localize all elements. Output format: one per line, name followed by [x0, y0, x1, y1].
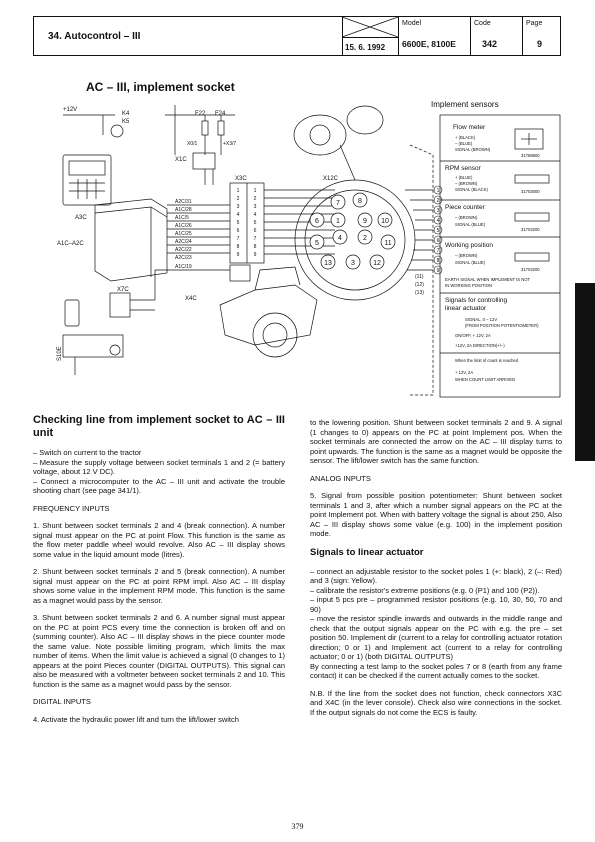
section-heading: Checking line from implement socket to AC – III unit [33, 414, 285, 439]
svg-text:4: 4 [236, 212, 240, 218]
flow-meter-l2: – (BLUE) [455, 141, 473, 146]
svg-text:6: 6 [436, 238, 440, 244]
working-note1: EARTH SIGNAL WHEN IMPLEMENT IS NOT [445, 277, 531, 282]
svg-text:3: 3 [351, 260, 355, 267]
nb-note: N.B. If the line from the socket does not function, check connectors X3C and X4C (in the lever console). Check also wire connections in the socket. If the output signals do not come the ECS is faulty. [310, 688, 562, 717]
svg-text:1: 1 [436, 188, 440, 194]
svg-text:10: 10 [381, 218, 389, 225]
svg-text:8: 8 [358, 198, 362, 205]
actuator-l5: When the limit of count is reached [455, 358, 519, 363]
actuator-l6: + 12V, 2A [455, 370, 474, 375]
label-x4c: X4C [185, 296, 197, 302]
model-label: Model [402, 20, 422, 27]
digital-inputs-heading: DIGITAL INPUTS [33, 697, 91, 706]
paragraph-4: 4. Activate the hydraulic power lift and turn the lift/lower switch [33, 714, 239, 724]
wire-label-1: A2C/31 [175, 199, 192, 205]
label-a1c: A1C–A2C [57, 241, 84, 247]
rpm-sensor-title: RPM sensor [445, 165, 481, 172]
svg-text:7: 7 [436, 248, 440, 254]
left-column [33, 414, 285, 732]
svg-text:5: 5 [315, 240, 319, 247]
step-item-1: – Switch on current to the tractor [33, 448, 142, 457]
svg-text:4: 4 [338, 235, 342, 242]
svg-text:9: 9 [253, 252, 257, 258]
svg-text:4: 4 [253, 212, 257, 218]
label-x1c: X1C [175, 157, 187, 163]
section-tab-marker [575, 283, 595, 461]
header-cross-mark [342, 17, 398, 37]
svg-text:9: 9 [236, 252, 240, 258]
actuator-step-1: – connect an adjustable resistor to the socket poles 1 (+: black), 2 (–: Red) and 3 (sign: Yellow). [310, 566, 562, 585]
working-position-title: Working position [445, 242, 493, 249]
label-s10e: S10E [57, 346, 63, 361]
svg-text:3: 3 [236, 204, 240, 210]
svg-text:6: 6 [236, 228, 240, 234]
flow-meter-l3: SIGNAL (BROWN) [455, 147, 491, 152]
page-number: 379 [291, 822, 304, 831]
analog-inputs-heading: ANALOG INPUTS [310, 473, 371, 483]
pin-label-11: (11) [415, 274, 424, 280]
svg-text:2: 2 [236, 196, 240, 202]
label-f24: F24 [215, 111, 226, 117]
svg-text:8: 8 [253, 244, 257, 250]
frequency-inputs-heading: FREQUENCY INPUTS [33, 503, 110, 513]
label-x3c: X3C [235, 176, 247, 182]
svg-text:1: 1 [336, 218, 340, 225]
flow-meter-title: Flow meter [453, 124, 486, 131]
flow-meter-l1: + (BLACK) [455, 135, 476, 140]
svg-text:5: 5 [236, 220, 240, 226]
svg-text:8: 8 [436, 258, 440, 264]
label-x37: +X3/7 [223, 141, 237, 147]
actuator-l1: SIGNAL, 0 – 12V [465, 317, 498, 322]
svg-text:12: 12 [373, 260, 381, 267]
piece-counter-title: Piece counter [445, 204, 485, 211]
header-title: 34. Autocontrol – III [48, 31, 141, 42]
wire-label-7: A2C/22 [175, 247, 192, 253]
rpm-l2: – (BROWN) [455, 181, 478, 186]
code-label: Code [474, 20, 491, 27]
actuator-heading: Signals to linear actuator [310, 546, 424, 558]
wire-label-3: A1C/5 [175, 215, 189, 221]
label-f22: F22 [195, 111, 206, 117]
page-header [33, 16, 561, 56]
svg-text:11: 11 [384, 240, 392, 247]
right-column [310, 418, 562, 725]
svg-text:7: 7 [336, 200, 340, 207]
actuator-l4: +12V, 2A DIRECTION(+/–) [455, 343, 505, 348]
wire-label-2: A1C/28 [175, 207, 192, 213]
page-label: Page [526, 20, 543, 27]
step-item-2: – Measure the supply voltage between socket terminals 1 and 2 (= battery voltage, about 12 V DC). [33, 457, 285, 476]
label-x7c: X7C [117, 287, 129, 293]
wire-label-8: A2C/23 [175, 255, 192, 261]
piece-l2: SIGNAL (BLUE) [455, 222, 486, 227]
paragraph-5: 5. Signal from possible position potentiometer: Shunt between socket terminals 1 and 3, after which a number signal appears on the PC at the point Implement pot. When with battery voltage the signal is about 250. Also AC – III display shows some value (e.g. 100) in the implement position mode. [310, 491, 562, 538]
svg-text:3: 3 [253, 204, 257, 210]
label-x12c: X12C [323, 176, 339, 182]
actuator-l7: WHEN COUNT LIMIT ARRIVED [455, 377, 516, 382]
code-value: 342 [482, 39, 498, 49]
wire-label-9: A1C/19 [175, 264, 192, 270]
svg-text:3: 3 [436, 208, 440, 214]
svg-text:13: 13 [324, 260, 332, 267]
actuator-step-2: – calibrate the resistor's extreme positions (e.g. 0 (P1) and 100 (P2)). [310, 585, 540, 595]
svg-text:1: 1 [253, 188, 257, 194]
rpm-l1: + (BLUE) [455, 175, 473, 180]
piece-part: 31703200 [521, 227, 540, 232]
svg-text:1: 1 [236, 188, 240, 194]
header-date: 15. 6. 1992 [345, 43, 386, 52]
sensors-title: Implement sensors [431, 100, 499, 109]
svg-text:6: 6 [315, 218, 319, 225]
svg-text:9: 9 [436, 268, 440, 274]
rpm-part: 31703000 [521, 189, 540, 194]
paragraph-2: 2. Shunt between socket terminals 2 and 5 (break connection). A number signal must appear on the PC at point RPM impl. Also AC – III display shows some value in the implement RPM mode. This function is the same as a magnet would pass by the sensor. [33, 567, 285, 605]
label-x01: X0/1 [187, 141, 198, 147]
svg-text:5: 5 [253, 220, 257, 226]
pin-label-12: (12) [415, 282, 424, 288]
actuator-step-4: – move the resistor spindle inwards and outwards in the middle range and check that the output signals appear on the PC with e.g. the pre – set position 50. Implement dir (current to a relay for controlling actuator rotation direction; 0 or 1) and Implement act (current to a relay for controlling actuator; 0 or 1) (both DIGITAL OUTPUTS) [310, 614, 562, 661]
rpm-l3: SIGNAL (BLACK) [455, 187, 488, 192]
svg-text:5: 5 [436, 228, 440, 234]
page-value: 9 [537, 39, 543, 49]
pin-label-13: (13) [415, 290, 424, 296]
paragraph-3: 3. Shunt between socket terminals 2 and 6. A number signal must appear on the PC at point PCS every time the connection is broken off and on (summing counter). Also AC – III display shows in the piece counter mode the same value. Note possible limiting program, which limits the max number of items. When the limit value is achieved a signal (0 changes to 1) appears at the point Pieces counter (DIGITAL OUTPUTS). This signal can also be measured with a voltmeter between socket terminals 2 and 10. This function is the same as a magnet would pass by the sensor. [33, 613, 285, 689]
paragraph-1: 1. Shunt between socket terminals 2 and 4 (break connection). A number signal must appear on the PC at point Flow. This function is the same as the flow meter paddle wheel would revolve. Also AC – III display shows some value in the liquid amount mode (litres). [33, 521, 285, 559]
step-item-3: – Connect a microcomputer to the AC – III unit and activate the trouble shooting chart (see page 341/1). [33, 476, 285, 495]
svg-text:2: 2 [363, 235, 367, 242]
svg-text:6: 6 [253, 228, 257, 234]
label-k5: K5 [122, 119, 130, 125]
svg-text:9: 9 [363, 218, 367, 225]
actuator-step-3: – input 5 pcs pre – programmed resistor positions (e.g. 10, 30, 50, 70 and 90) [310, 595, 562, 614]
model-value: 6600E, 8100E [402, 39, 456, 49]
working-l2: SIGNAL (BLUE) [455, 260, 486, 265]
label-k4: K4 [122, 111, 130, 117]
wire-label-6: A2C/24 [175, 239, 192, 245]
label-a3c: A3C [75, 215, 87, 221]
actuator-l3: ON/OFF, + 12V, 2A [455, 333, 491, 338]
paragraph-4-continued: to the lowering position. Shunt between socket terminals 2 and 9. A signal (1 changes to 0) appears on the PC at point Implement pos. When the socket terminals are connected the arrow on the AC – III display turns to point upwards. The function is the same as a magnet would be opposite the sensor. The lift/lower switch has the same function. [310, 418, 562, 465]
working-part: 31703200 [521, 267, 540, 272]
wire-label-4: A1C/26 [175, 223, 192, 229]
svg-text:7: 7 [236, 236, 240, 242]
svg-text:2: 2 [436, 198, 440, 204]
actuator-title-2: linear actuator [445, 305, 487, 312]
svg-text:7: 7 [253, 236, 257, 242]
wire-label-5: A1C/25 [175, 231, 192, 237]
actuator-l2: (FROM POSITION POTENTIOMETER) [465, 323, 539, 328]
actuator-title-1: Signals for controlling [445, 297, 508, 304]
svg-text:2: 2 [253, 196, 257, 202]
working-l1: – (BROWN) [455, 253, 478, 258]
diagram-title: AC – III, implement socket [86, 80, 235, 94]
wiring-diagram [55, 95, 565, 400]
label-plus12v: +12V [63, 107, 78, 113]
piece-l1: – (BROWN) [455, 215, 478, 220]
flow-meter-part: 31788600 [521, 153, 540, 158]
actuator-step-5: By connecting a test lamp to the socket poles 7 or 8 (earth from any frame contact) it can be checked if the current actually comes to the socket. [310, 661, 562, 680]
svg-text:8: 8 [236, 244, 240, 250]
working-note2: IN WORKING POSITION [445, 283, 492, 288]
svg-text:4: 4 [436, 218, 440, 224]
